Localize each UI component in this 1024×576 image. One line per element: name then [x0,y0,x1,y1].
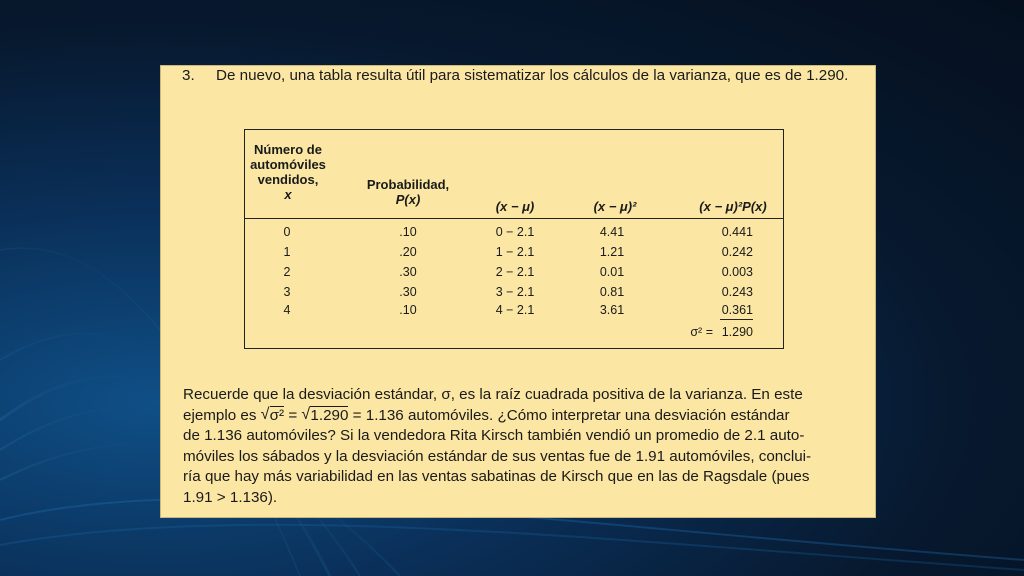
cell-x: 3 [283,285,291,299]
cell-probability: .20 [399,245,417,259]
cell-squared: 0.01 [599,265,625,279]
text-fragment: = [284,406,302,424]
cell-x: 4 [283,303,291,317]
cell-x: 1 [283,245,291,259]
header-deviation-squared: (x − μ)² [593,199,637,214]
cell-deviation: 3 − 2.1 [495,285,535,299]
cell-x: 0 [283,225,291,239]
header-probability [353,177,463,207]
header-line: Probabilidad, [366,177,450,192]
header-deviation: (x − μ) [495,199,535,214]
cell-product: 0.361 [721,303,753,317]
document-page [161,66,875,517]
header-weighted-squared: (x − μ)²P(x) [699,199,767,214]
cell-squared: 0.81 [599,285,625,299]
radical-glyph: √ [301,405,311,423]
cell-probability: .10 [399,225,417,239]
intro-text: De nuevo, una tabla resulta útil para sistematizar los cálculos de la varianza, que es de 1.290. [216,67,849,84]
cell-probability: .30 [399,285,417,299]
conclusion-line: ría que hay más variabilidad en las ventas sabatinas de Kirsch que en las de Ragsdale (pues [183,468,810,485]
header-cars-sold [249,142,327,202]
variance-value: 1.290 [721,325,753,339]
cell-deviation: 2 − 2.1 [495,265,535,279]
radicand: σ² [269,406,285,424]
conclusion-line [183,406,869,427]
cell-product: 0.003 [721,265,753,279]
cell-product: 0.242 [721,245,753,259]
variance-table [244,129,784,349]
cell-deviation: 0 − 2.1 [495,225,535,239]
header-line: P(x) [395,192,421,207]
text-fragment: = 1.136 automóviles. ¿Cómo interpretar una desviación estándar [348,406,790,424]
conclusion-line: 1.91 > 1.136). [183,488,278,506]
header-line: x [284,187,292,202]
cell-deviation: 1 − 2.1 [495,245,535,259]
conclusion-line: Recuerde que la desviación estándar, σ, es la raíz cuadrada positiva de la varianza. En este [183,386,803,403]
text-fragment: ejemplo es [183,406,261,424]
header-line: vendidos, [257,172,319,187]
sqrt-symbol [261,406,284,427]
cell-deviation: 4 − 2.1 [495,303,535,317]
cell-product: 0.243 [721,285,753,299]
cell-squared: 3.61 [599,303,625,317]
conclusion-paragraph [183,385,869,508]
variance-label: σ² = [690,325,713,339]
radical-glyph: √ [260,405,270,423]
cell-probability: .10 [399,303,417,317]
header-line: Número de [254,142,322,157]
conclusion-line: móviles los sábados y la desviación estándar de sus ventas fue de 1.91 automóviles, conclui- [183,447,812,465]
radicand: 1.290 [310,406,349,424]
conclusion-line: de 1.136 automóviles? Si la vendedora Rita Kirsch también vendió un promedio de 2.1 auto- [183,427,805,444]
header-line: automóviles [250,157,326,172]
cell-squared: 4.41 [599,225,625,239]
cell-squared: 1.21 [599,245,625,259]
header-divider [245,218,783,219]
cell-x: 2 [283,265,291,279]
item-number: 3. [182,67,195,84]
sqrt-symbol [301,406,348,427]
cell-product: 0.441 [721,225,753,239]
sum-rule [720,319,753,320]
cell-probability: .30 [399,265,417,279]
